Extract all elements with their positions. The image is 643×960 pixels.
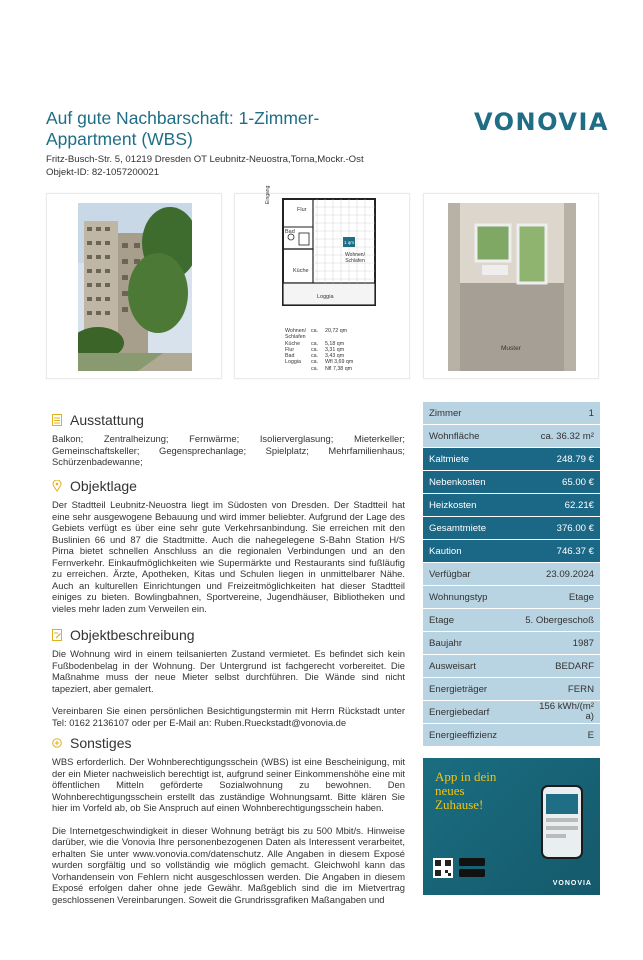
area-value: Nfl 7,38 qm [325,365,353,372]
photo-caption: Muster [501,345,521,352]
section-ausstattung [52,412,405,468]
fact-value: ca. 36.32 m² [540,430,594,442]
edit-note-icon [52,629,62,641]
label-eingang: Eingang [265,185,271,204]
fact-value: FERN [567,683,594,695]
fact-row-nebenkosten [423,471,600,494]
building-photo-frame [46,193,222,379]
area-value: 20,72 qm [325,328,348,334]
label-wohnen: Wohnen/ Schlafen [345,252,365,264]
fact-label: Zimmer [429,407,462,419]
fact-value: 1987 [572,637,594,649]
fact-label: Wohnfläche [429,430,480,442]
fact-value: BEDARF [555,660,594,672]
area-room: Loggia [285,359,301,366]
section-text: Der Stadtteil Leubnitz-Neuostra liegt im Südosten von Dresden. Der Stadtteil hat eine sehr ausgewogene Bebauung und wird immer beliebter. Aufgrund der Lage des Gebiets verfügt es über eine sehr gute Verkehrsanbindung. Sie erreichen mit den Buslinien 66 und 87 die Stadtmitte. Auch die nahegelegene S-Bahn Station H/S Pirna bietet schnellen Anschluss an die regionalen Verbindungen und an den Fernverkehr. Einkaufmöglichkeiten wie Supermärkte und Restaurants sind fußläufig zu erreichen. Ärzte, Apotheken, Kitas und Schulen liegen in unmittelbarer Nähe. Auch an kulturellen Einrichtungen und Freizeitmöglichkeiten hat dieser Stadtteil einiges zu bieten. Bowlingbahnen, Sportvereine, Jugendhäuser, Bibliotheken und vieles mehr laden zum Verweilen ein. [52,499,405,614]
page-title: Auf gute Nachbarschaft: 1-Zimmer-Appartment (WBS) [46,108,320,149]
plus-circle-icon [52,737,62,749]
fact-row-wohnflaeche [423,425,600,448]
area-row [285,366,365,372]
fact-label: Verfügbar [429,568,471,580]
area-room [285,366,311,372]
fact-value: 1 [588,407,594,419]
fact-row-heizkosten [423,494,600,517]
building-photo [78,203,192,371]
fact-value: 248.79 € [556,453,594,465]
area-room: Wohnen/ Schlafen [285,328,307,341]
fact-row-verfuegbar [423,563,600,586]
fact-row-kaltmiete [423,448,600,471]
fact-value: 376.00 € [556,522,594,534]
area-row [285,328,365,341]
area-ca: ca. [311,365,319,372]
fact-value: 65.00 € [561,476,594,488]
fact-value: 746.37 € [556,545,594,557]
fact-row-gesamtmiete [423,517,600,540]
fact-label: Etage [429,614,455,626]
promo-logo: VONOVIA [552,880,592,887]
phone-icon [540,784,590,864]
app-store-badges-icon[interactable] [459,858,485,878]
label-flur: Flur [297,207,307,213]
area-table [285,328,365,372]
fact-label: Energiebedarf [429,706,490,718]
promo-headline: App in dein neues Zuhause! [435,769,497,812]
area-ca: ca. [311,346,319,353]
section-objektlage [52,478,405,614]
fact-label: Baujahr [429,637,463,649]
facts-table [423,402,600,747]
fact-label: Nebenkosten [429,476,486,488]
fact-row-energiebedarf [423,701,600,724]
interior-photo-frame [423,193,599,379]
address-block [46,153,364,179]
area-ca: ca. [311,328,319,334]
fact-row-baujahr [423,632,600,655]
fact-label: Kaution [429,545,462,557]
fact-label: Ausweisart [429,660,476,672]
fact-label: Gesamtmiete [429,522,487,534]
document-icon [52,414,62,426]
area-room: Küche [285,340,301,347]
area-value: Wfl 3,69 qm [325,359,354,366]
address-line: Fritz-Busch-Str. 5, 01219 Dresden OT Leubnitz-Neuostra,Torna,Mockr.-Ost [46,154,364,165]
vonovia-logo: VONOVIA [474,108,609,136]
object-id: Objekt-ID: 82-1057200021 [46,167,160,178]
fact-label: Wohnungstyp [429,591,488,603]
section-title: Objektbeschreibung [70,627,195,643]
fact-value: E [587,729,594,741]
section-text: Balkon; Zentralheizung; Fernwärme; Isolierverglasung; Mieterkeller; Gemeinschaftskeller; Gegensprechanlage; Spielplatz; Mehrfamilienhaus; Schürzenbadewanne; [52,433,405,467]
fact-value: 156 kWh/(m² a) [539,701,594,722]
area-room: Flur [285,346,295,353]
fact-label: Kaltmiete [429,453,469,465]
app-promo-banner[interactable] [423,758,600,895]
section-title: Objektlage [70,478,137,494]
section-text-2: Die Internetgeschwindigkeit in dieser Wohnung beträgt bis zu 500 Mbit/s. Hinweise darüber, wie die Vonovia Ihre personenbezogenen Daten als Interessent verarbeitet, erhalten Sie unter www.vonovia.com/datenschutz. Alle Angaben in diesem Exposé wurden sorgfältig und so vollständig wie möglich gemacht. Gleichwohl kann das Vorhandensein von Fehlern nicht ausgeschlossen werden. Die Angaben in diesem Exposé erfolgen daher ohne jede Gewähr. Maßgeblich sind die im Mietvertrag geschlossenen Vereinbarungen. Soweit die Grundrissgrafiken Maßangaben und [52,824,405,905]
section-objektbeschreibung [52,627,405,728]
area-ca: ca. [311,340,319,347]
area-value: 3,31 qm [325,346,345,353]
fact-row-wohnungstyp [423,586,600,609]
section-title: Sonstiges [70,735,132,751]
area-value: 3,43 qm [325,353,345,360]
fact-row-energietraeger [423,678,600,701]
fact-row-energieeffizienz [423,724,600,747]
section-sonstiges [52,735,405,905]
label-bad: Bad [285,229,295,235]
fact-value: Etage [568,591,594,603]
label-badge: 1 qm [344,240,355,245]
fact-value: 62.21€ [564,499,594,511]
label-loggia: Loggia [317,294,334,300]
location-pin-icon [52,480,62,492]
qr-code-icon [433,858,453,878]
fact-label: Energieeffizienz [429,729,498,741]
area-room: Bad [285,353,295,360]
floorplan-frame [234,185,410,379]
area-ca: ca. [311,353,319,360]
fact-label: Energieträger [429,683,488,695]
fact-row-ausweisart [423,655,600,678]
section-contact-text: Vereinbaren Sie einen persönlichen Besichtigungstermin mit Herrn Rückstadt unter Tel: 0162 2136107 oder per E-Mail an: Ruben.Rueckstadt@vonovia.de [52,705,405,728]
area-value: 5,18 qm [325,340,345,347]
area-ca: ca. [311,359,319,366]
section-text: WBS erforderlich. Der Wohnberechtigungsschein (WBS) ist eine Bescheinigung, mit der ein Mieter nachweislich berechtigt ist, aufgrund seiner Einkommenshöhe eine mit öffentlichen Mitteln geförderte Sozialwohnung zu bewohnen. Den Wohnberechtigungsschein erstellt das zuständige Wohnungsamt. Bitte klären Sie hier im Vorfeld ab, ob Sie Anspruch auf einen Wohnberechtigungsschein haben. [52,756,405,813]
fact-value: 23.09.2024 [545,568,594,580]
section-title: Ausstattung [70,412,144,428]
fact-row-etage [423,609,600,632]
label-kueche: Küche [293,268,309,274]
section-text: Die Wohnung wird in einem teilsanierten Zustand vermietet. Es befindet sich kein Fußbodenbelag in der Wohnung. Der Untergrund ist fachgerecht vorbereitet. Die Maßnahme muss der neue Mieter selbst durchführen. Die Wände sind nicht tapeziert, aber gemalert. [52,648,405,694]
fact-row-kaution [423,540,600,563]
fact-row-zimmer [423,402,600,425]
fact-label: Heizkosten [429,499,477,511]
fact-value: 5. Obergeschoß [525,614,594,626]
